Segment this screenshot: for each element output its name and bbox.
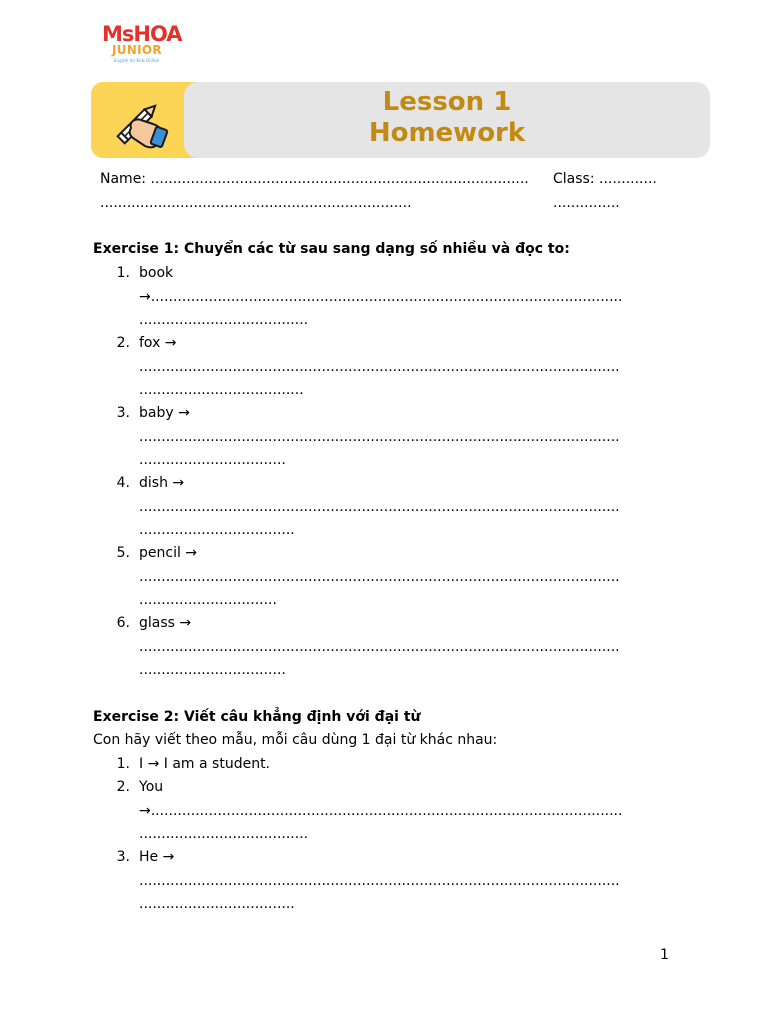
- list-number: 2.: [116, 335, 130, 351]
- name-dots: .....................................................................................: [150, 171, 529, 187]
- list-number: 4.: [116, 475, 130, 491]
- name-dots-continuation[interactable]: ......................................................................: [100, 195, 412, 211]
- exercise1-word: book: [139, 265, 174, 281]
- exercise1-word: dish →: [139, 475, 185, 491]
- pencil-hand-icon: [109, 88, 173, 152]
- answer-line[interactable]: ...................................: [139, 522, 295, 538]
- pronoun-prompt: You: [139, 779, 164, 795]
- page-number: 1: [660, 947, 669, 963]
- example-sentence: I → I am a student.: [139, 756, 271, 772]
- list-number: 3.: [116, 405, 130, 421]
- name-label: Name:: [100, 171, 151, 187]
- answer-line[interactable]: ............................................................................................................: [139, 569, 620, 585]
- answer-line[interactable]: .................................: [139, 662, 286, 678]
- exercise1-word: pencil →: [139, 545, 198, 561]
- list-number: 6.: [116, 615, 130, 631]
- logo-tagline: English for Kids Online: [114, 58, 160, 63]
- class-dots-continuation[interactable]: ...............: [553, 195, 620, 211]
- answer-line[interactable]: ............................................................................................................: [139, 873, 620, 889]
- exercise2-title: Exercise 2: Viết câu khẳng định với đại từ: [93, 709, 421, 725]
- exercise1-word: glass →: [139, 615, 192, 631]
- lesson-header-banner: [91, 82, 710, 158]
- class-field[interactable]: [553, 170, 657, 188]
- answer-line[interactable]: ......................................: [139, 826, 309, 842]
- answer-line[interactable]: →..........................................................................................................: [139, 289, 623, 305]
- answer-line[interactable]: ......................................: [139, 312, 309, 328]
- answer-line[interactable]: ............................................................................................................: [139, 499, 620, 515]
- list-number: 1.: [116, 756, 130, 772]
- class-label: Class:: [553, 171, 599, 187]
- exercise1-title: Exercise 1: Chuyển các từ sau sang dạng số nhiều và đọc to:: [93, 241, 570, 257]
- logo-line1: MsHOA: [102, 22, 182, 46]
- exercise1-word: baby →: [139, 405, 190, 421]
- exercise1-word: fox →: [139, 335, 177, 351]
- list-number: 1.: [116, 265, 130, 281]
- answer-line[interactable]: →..........................................................................................................: [139, 803, 623, 819]
- answer-line[interactable]: ...............................: [139, 592, 277, 608]
- answer-line[interactable]: ............................................................................................................: [139, 639, 620, 655]
- logo-line2: JUNIOR: [112, 43, 162, 57]
- exercise2-instructions: Con hãy viết theo mẫu, mỗi câu dùng 1 đại từ khác nhau:: [93, 732, 498, 748]
- name-field[interactable]: [100, 170, 529, 188]
- answer-line[interactable]: .....................................: [139, 382, 304, 398]
- list-number: 5.: [116, 545, 130, 561]
- list-number: 3.: [116, 849, 130, 865]
- homework-title: Homework: [368, 118, 526, 148]
- answer-line[interactable]: ............................................................................................................: [139, 429, 620, 445]
- ms-hoa-junior-logo: [102, 22, 188, 66]
- answer-line[interactable]: ...................................: [139, 896, 295, 912]
- lesson-title: Lesson 1: [382, 87, 512, 117]
- answer-line[interactable]: .................................: [139, 452, 286, 468]
- class-dots: .............: [599, 171, 657, 187]
- list-number: 2.: [116, 779, 130, 795]
- pronoun-prompt: He →: [139, 849, 175, 865]
- answer-line[interactable]: ............................................................................................................: [139, 359, 620, 375]
